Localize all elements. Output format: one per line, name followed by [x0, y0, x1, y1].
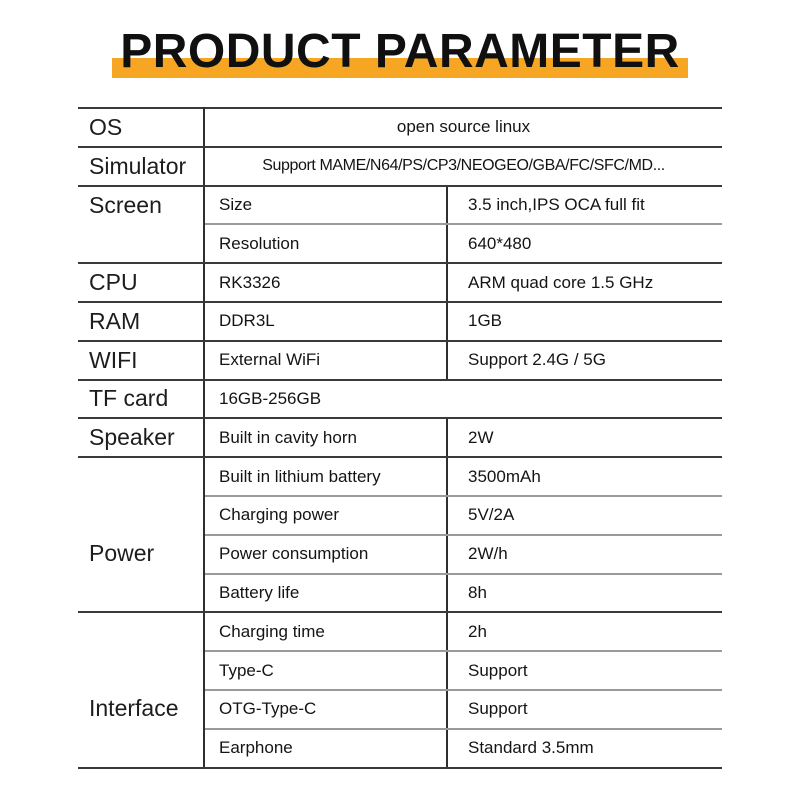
- section-label-screen: [78, 186, 204, 264]
- spec-value-speaker: 2W: [447, 418, 722, 457]
- spec-value-charging-power: 5V/2A: [447, 496, 722, 535]
- spec-value-wifi: Support 2.4G / 5G: [447, 341, 722, 380]
- spec-value-type-c: Support: [447, 651, 722, 690]
- section-label-text: Interface: [89, 695, 179, 722]
- spec-table: [78, 107, 722, 769]
- spec-name-earphone: Earphone: [204, 729, 447, 768]
- table-row: [78, 302, 722, 341]
- page-title: PRODUCT PARAMETER: [120, 25, 680, 78]
- spec-value-cpu: ARM quad core 1.5 GHz: [447, 263, 722, 302]
- section-label-cpu: CPU: [78, 263, 204, 302]
- spec-name-battery: Built in lithium battery: [204, 457, 447, 496]
- spec-name-otg-type-c: OTG-Type-C: [204, 690, 447, 729]
- spec-name-cpu: RK3326: [204, 263, 447, 302]
- spec-value-ram: 1GB: [447, 302, 722, 341]
- page-header: [0, 0, 800, 107]
- spec-value-resolution: 640*480: [447, 224, 722, 263]
- spec-value-os: open source linux: [204, 108, 722, 147]
- spec-value-earphone: Standard 3.5mm: [447, 729, 722, 768]
- table-row: [78, 186, 722, 225]
- spec-value-otg-type-c: Support: [447, 690, 722, 729]
- table-row: [78, 457, 722, 496]
- spec-name-charging-time: Charging time: [204, 612, 447, 651]
- section-label-ram: RAM: [78, 302, 204, 341]
- table-row: [78, 147, 722, 186]
- spec-name-wifi: External WiFi: [204, 341, 447, 380]
- table-row: [78, 341, 722, 380]
- table-row: [78, 380, 722, 419]
- spec-table-container: [78, 107, 722, 769]
- section-label-os: OS: [78, 108, 204, 147]
- section-label-speaker: Speaker: [78, 418, 204, 457]
- table-row: [78, 612, 722, 651]
- spec-value-battery: 3500mAh: [447, 457, 722, 496]
- section-label-interface: [78, 612, 204, 767]
- spec-name-size: Size: [204, 186, 447, 225]
- table-row: [78, 108, 722, 147]
- spec-name-speaker: Built in cavity horn: [204, 418, 447, 457]
- section-label-tf-card: TF card: [78, 380, 204, 419]
- spec-name-resolution: Resolution: [204, 224, 447, 263]
- section-label-text: Screen: [89, 191, 162, 218]
- spec-name-charging-power: Charging power: [204, 496, 447, 535]
- section-label-wifi: WIFI: [78, 341, 204, 380]
- table-row: [78, 263, 722, 302]
- section-label-simulator: Simulator: [78, 147, 204, 186]
- section-label-power: [78, 457, 204, 612]
- spec-name-type-c: Type-C: [204, 651, 447, 690]
- spec-value-battery-life: 8h: [447, 574, 722, 613]
- spec-value-power-consumption: 2W/h: [447, 535, 722, 574]
- spec-value-tf-card: 16GB-256GB: [204, 380, 722, 419]
- spec-value-charging-time: 2h: [447, 612, 722, 651]
- spec-name-battery-life: Battery life: [204, 574, 447, 613]
- section-label-text: Power: [89, 540, 155, 567]
- table-row: [78, 418, 722, 457]
- spec-name-ram: DDR3L: [204, 302, 447, 341]
- spec-name-power-consumption: Power consumption: [204, 535, 447, 574]
- spec-value-simulator: Support MAME/N64/PS/CP3/NEOGEO/GBA/FC/SFC/MD...: [204, 147, 722, 186]
- spec-value-size: 3.5 inch,IPS OCA full fit: [447, 186, 722, 225]
